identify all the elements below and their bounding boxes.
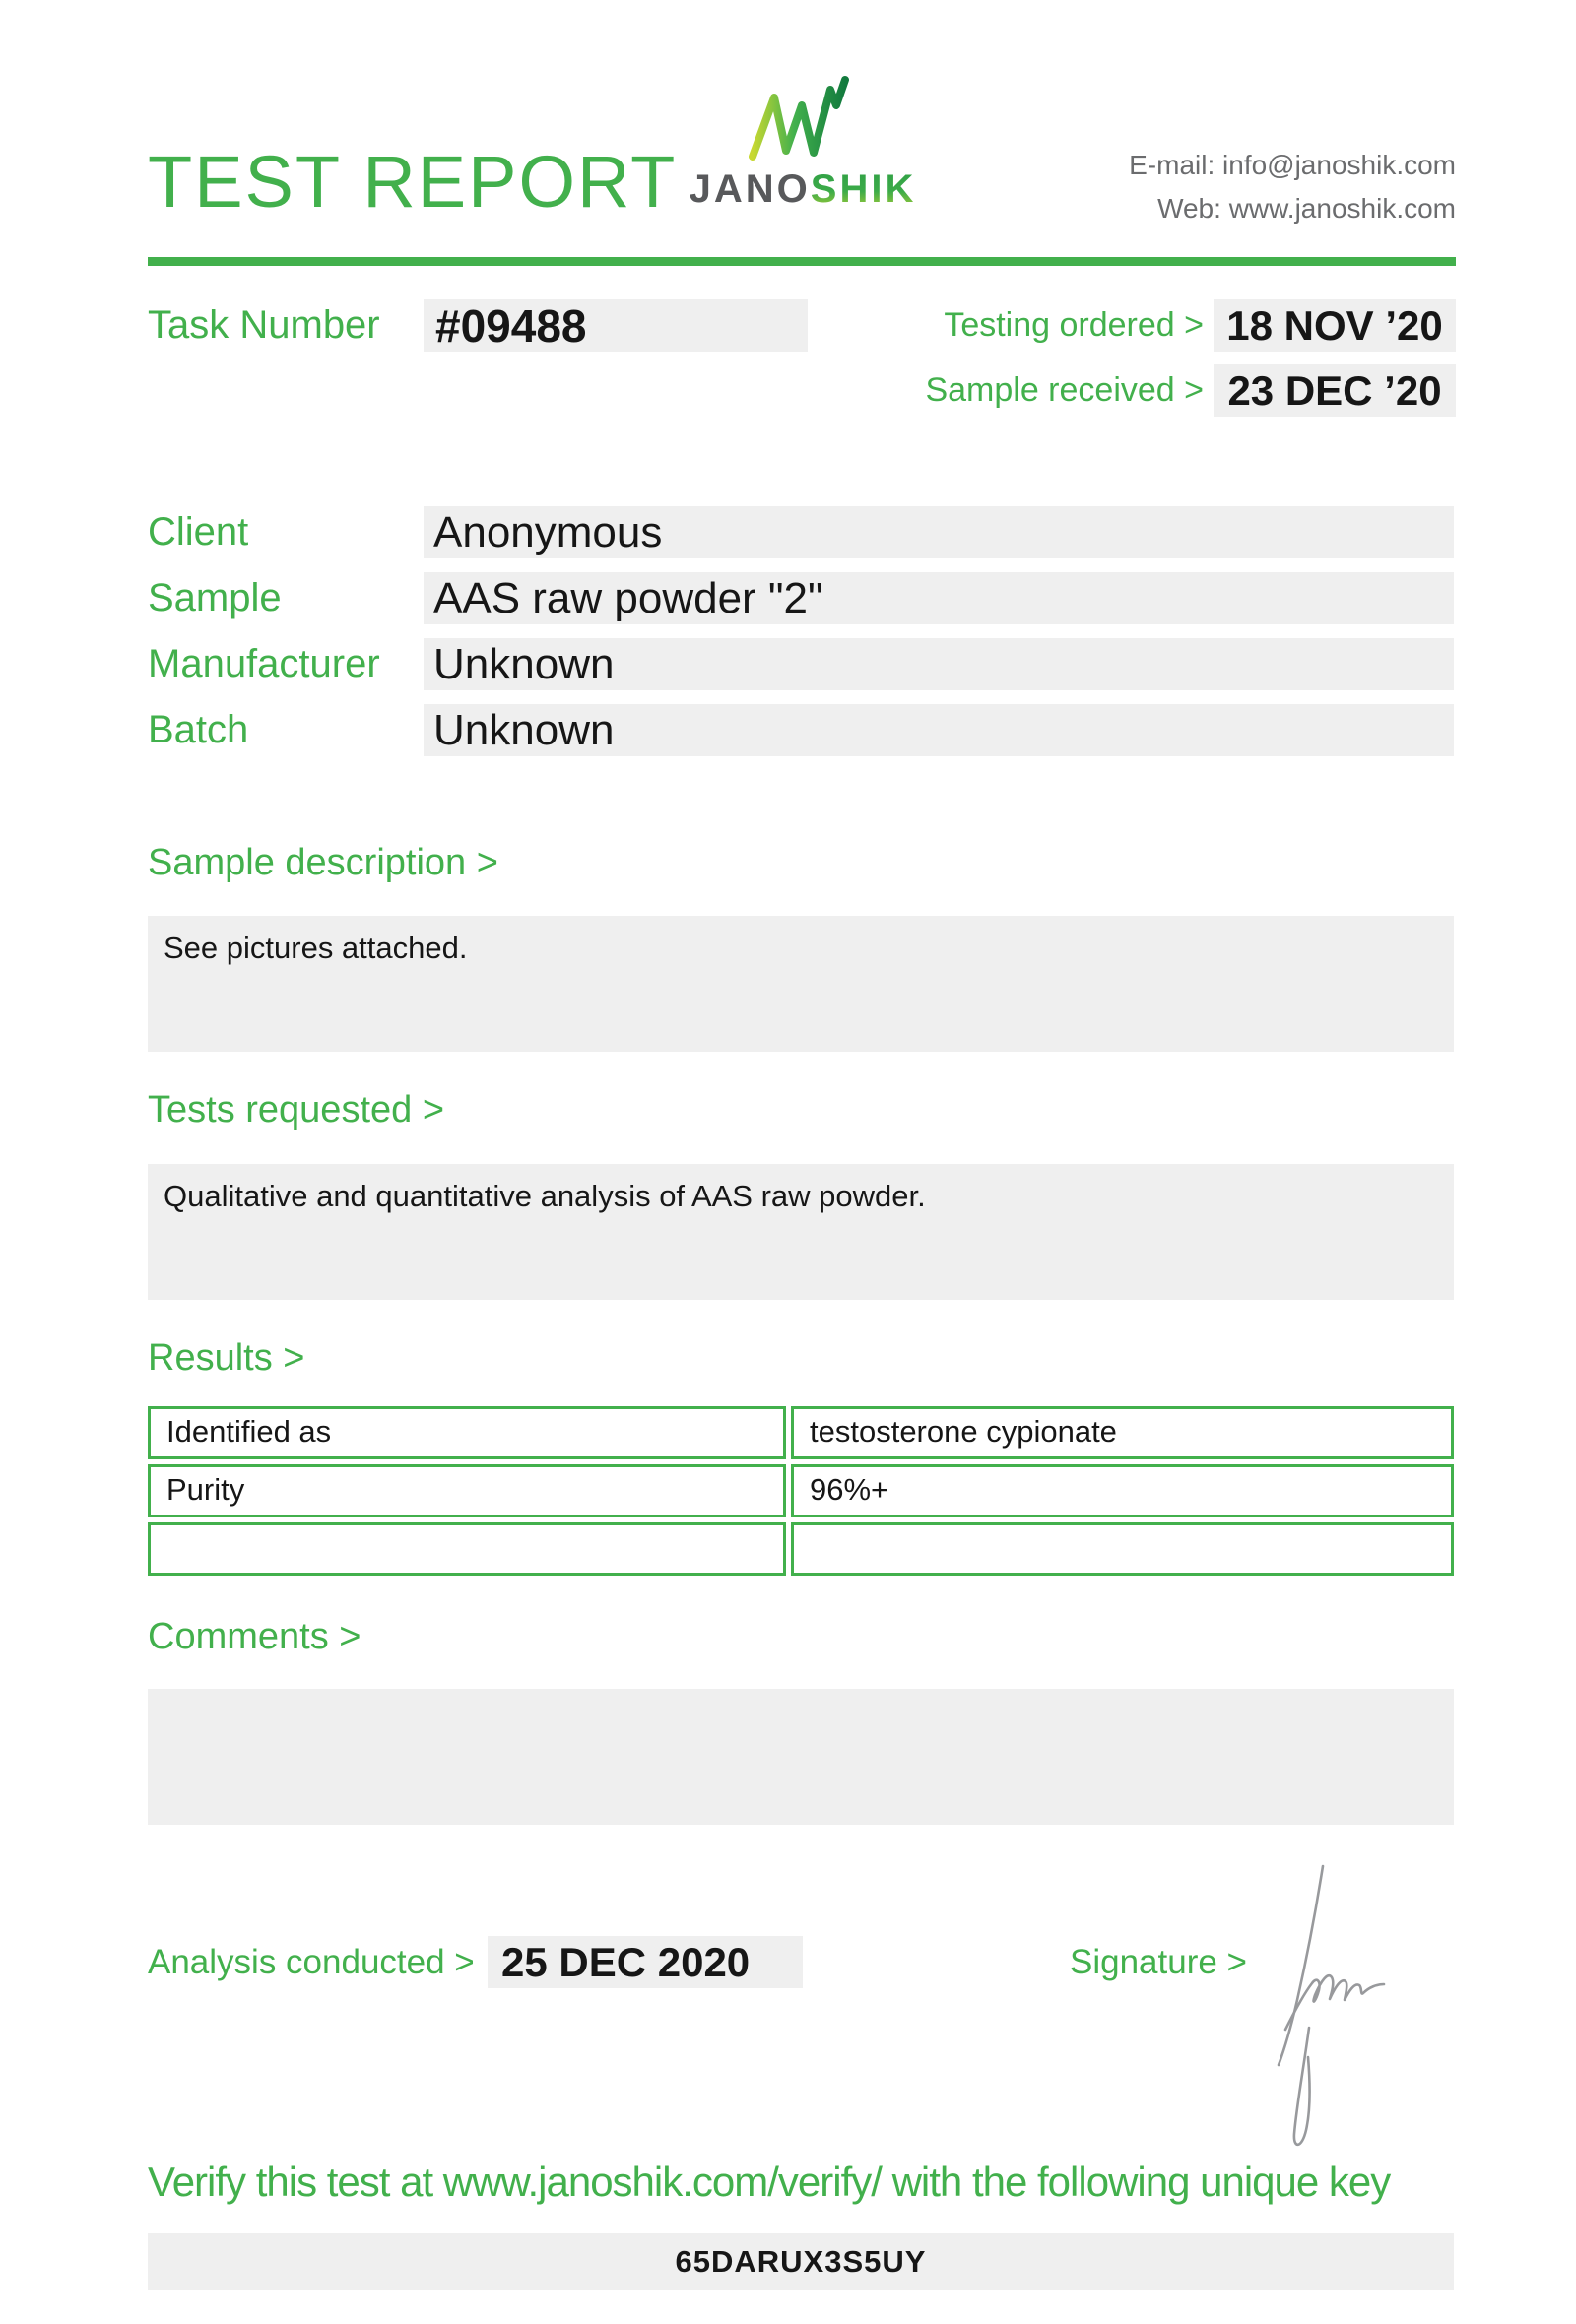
client-label: Client bbox=[148, 510, 249, 553]
sample-received-date: 23 DEC ’20 bbox=[1214, 364, 1456, 417]
page-title: TEST REPORT bbox=[148, 141, 678, 223]
results-table bbox=[148, 1406, 1454, 1576]
signature-label: Signature > bbox=[1070, 1943, 1247, 1981]
analysis-conducted-date: 25 DEC 2020 bbox=[488, 1936, 803, 1988]
signature-image bbox=[1266, 1846, 1463, 2152]
contact-email: E-mail: info@janoshik.com bbox=[1129, 150, 1456, 180]
results-row-value bbox=[791, 1522, 1454, 1576]
results-row-name: Purity bbox=[148, 1464, 786, 1517]
testing-ordered-date: 18 NOV ’20 bbox=[1214, 299, 1456, 352]
unique-key: 65DARUX3S5UY bbox=[148, 2233, 1454, 2290]
results-heading: Results > bbox=[148, 1337, 305, 1379]
results-row-value: testosterone cypionate bbox=[791, 1406, 1454, 1459]
sample-label: Sample bbox=[148, 576, 282, 619]
sample-received-label: Sample received > bbox=[925, 371, 1204, 409]
tests-requested-box: Qualitative and quantitative analysis of AAS raw powder. bbox=[148, 1164, 1454, 1300]
results-row-name: Identified as bbox=[148, 1406, 786, 1459]
janoshik-logo bbox=[680, 75, 926, 212]
logo-text-shik: SHIK bbox=[810, 167, 917, 211]
logo-chart-icon bbox=[748, 75, 858, 161]
logo-wordmark bbox=[680, 167, 926, 212]
batch-label: Batch bbox=[148, 708, 249, 751]
verify-instruction: Verify this test at www.janoshik.com/verify/ with the following unique key bbox=[148, 2159, 1391, 2205]
testing-ordered-label: Testing ordered > bbox=[944, 306, 1204, 344]
task-number-value: #09488 bbox=[424, 299, 808, 352]
contact-web: Web: www.janoshik.com bbox=[1157, 193, 1456, 224]
header-divider bbox=[148, 257, 1456, 266]
contact-block bbox=[1129, 144, 1456, 230]
client-value: Anonymous bbox=[424, 506, 1454, 558]
analysis-conducted-label: Analysis conducted > bbox=[148, 1943, 475, 1981]
sample-description-heading: Sample description > bbox=[148, 842, 498, 883]
task-number-label: Task Number bbox=[148, 303, 380, 347]
tests-requested-heading: Tests requested > bbox=[148, 1089, 445, 1130]
batch-value: Unknown bbox=[424, 704, 1454, 756]
comments-heading: Comments > bbox=[148, 1616, 361, 1657]
logo-text-jano: JANO bbox=[689, 167, 811, 211]
results-row-value: 96%+ bbox=[791, 1464, 1454, 1517]
sample-value: AAS raw powder "2" bbox=[424, 572, 1454, 624]
comments-box bbox=[148, 1689, 1454, 1825]
manufacturer-value: Unknown bbox=[424, 638, 1454, 690]
manufacturer-label: Manufacturer bbox=[148, 642, 380, 685]
results-row-name bbox=[148, 1522, 786, 1576]
sample-description-box: See pictures attached. bbox=[148, 916, 1454, 1052]
